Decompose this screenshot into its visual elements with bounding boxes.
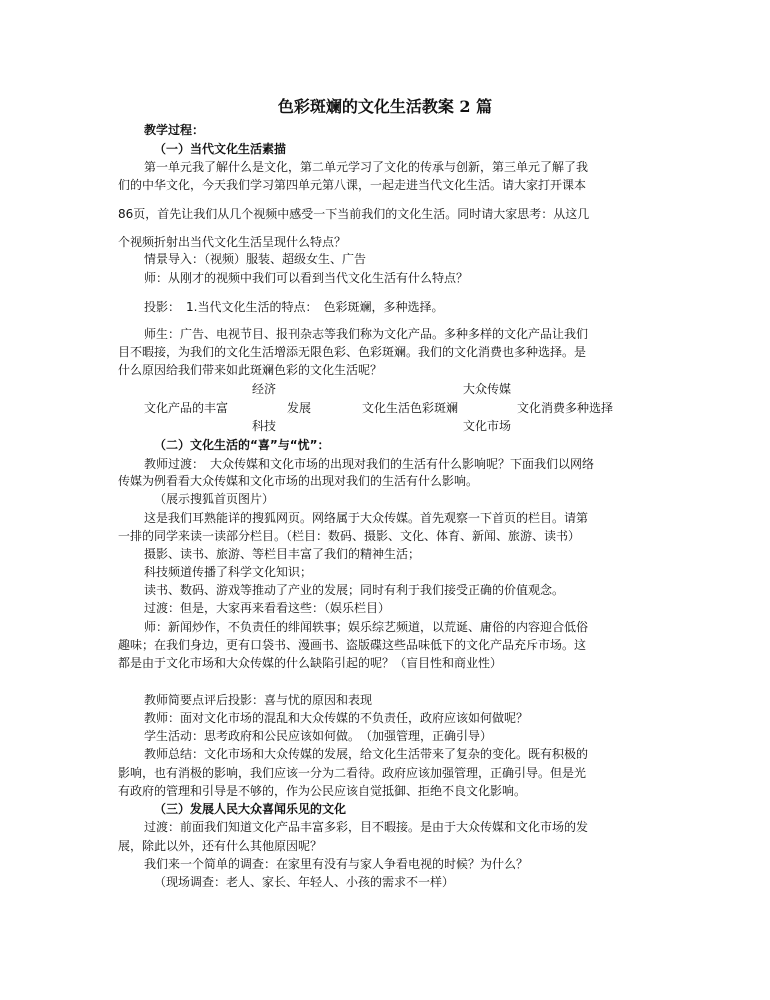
paragraph-line: 摄影、读书、旅游、等栏目丰富了我们的精神生活； xyxy=(144,547,421,561)
paragraph-line: 传媒为例看看大众传媒和文化市场的出现对我们的生活有什么影响。 xyxy=(118,474,479,488)
section-heading-2: （二）文化生活的“喜”与“忧”： xyxy=(154,438,330,452)
section-heading-1: （一）当代文化生活素描 xyxy=(154,142,287,156)
paragraph-line: 情景导入：（视频）服装、超级女生、广告 xyxy=(144,252,367,266)
paragraph-line: 趣味；在我们身边，更有口袋书、漫画书、盗版碟这些品味低下的文化产品充斥市场。这 xyxy=(118,638,587,652)
paragraph-line: 有政府的管理和引导是不够的，作为公民应该自觉抵御、拒绝不良文化影响。 xyxy=(118,784,527,798)
diagram-label-diverse-consumption: 文化消费多种选择 xyxy=(517,401,614,415)
diagram-label-mass-media: 大众传媒 xyxy=(463,382,512,396)
paragraph-line: 个视频折射出当代文化生活呈现什么特点？ xyxy=(118,235,347,249)
paragraph-line: 过渡：前面我们知道文化产品丰富多彩，目不暇接。是由于大众传媒和文化市场的发 xyxy=(144,820,589,834)
paragraph-line: 都是由于文化市场和大众传媒的什么缺陷引起的呢？（盲目性和商业性） xyxy=(118,656,503,670)
paragraph-line: 教师：面对文化市场的混乱和大众传媒的不负责任，政府应该如何做呢？ xyxy=(144,711,529,725)
diagram-label-technology: 科技 xyxy=(252,419,277,433)
paragraph-line: 展，除此以外，还有什么其他原因呢？ xyxy=(118,839,323,853)
paragraph-line: 过渡：但是，大家再来看看这些：（娱乐栏目） xyxy=(144,601,391,615)
paragraph-line: 我们来一个简单的调查：在家里有没有与家人争看电视的时候？为什么？ xyxy=(144,857,529,871)
paragraph-line: 们的中华文化，今天我们学习第四单元第八课，一起走进当代文化生活。请大家打开课本 xyxy=(118,178,587,192)
paragraph-line: 这是我们耳熟能详的搜狐网页。网络属于大众传媒。首先观察一下首页的栏目。请第 xyxy=(144,511,589,525)
paragraph-line: （现场调查：老人、家长、年轻人、小孩的需求不一样） xyxy=(154,875,455,889)
diagram-label-rich-products: 文化产品的丰富 xyxy=(144,401,229,415)
paragraph-line: 学生活动：思考政府和公民应该如何做。 （加强管理，正确引导） xyxy=(144,729,493,743)
paragraph-line: （展示搜狐首页图片） xyxy=(154,492,275,506)
diagram-label-development: 发展 xyxy=(287,401,312,415)
section-heading-3: （三）发展人民大众喜闻乐见的文化 xyxy=(154,802,347,816)
diagram-label-colorful-life: 文化生活色彩斑斓 xyxy=(362,401,459,415)
paragraph-line: 影响，也有消极的影响，我们应该一分为二看待。政府应该加强管理，正确引导。但是光 xyxy=(118,766,587,780)
paragraph-line: 目不暇接，为我们的文化生活增添无限色彩、色彩斑斓。我们的文化消费也多种选择。是 xyxy=(118,345,587,359)
paragraph-line: 师：从刚才的视频中我们可以看到当代文化生活有什么特点？ xyxy=(144,271,469,285)
section-label-teaching-process: 教学过程： xyxy=(144,123,205,137)
diagram-label-cultural-market: 文化市场 xyxy=(463,419,512,433)
paragraph-line: 科技频道传播了科学文化知识； xyxy=(144,565,313,579)
paragraph-line: 第一单元我了解什么是文化，第二单元学习了文化的传承与创新，第三单元了解了我 xyxy=(144,160,589,174)
paragraph-line: 86页，首先让我们从几个视频中感受一下当前我们的文化生活。同时请大家思考：从这几 xyxy=(118,207,590,221)
paragraph-line: 一排的同学来读一读部分栏目。（栏目：数码、摄影、文化、体育、新闻、旅游、读书） xyxy=(118,529,581,543)
paragraph-line: 投影： 1.当代文化生活的特点： 色彩斑斓，多种选择。 xyxy=(144,300,444,314)
paragraph-line: 什么原因给我们带来如此斑斓色彩的文化生活呢？ xyxy=(118,363,383,377)
paragraph-line: 读书、数码、游戏等推动了产业的发展；同时有利于我们接受正确的价值观念。 xyxy=(144,583,565,597)
diagram-label-economy: 经济 xyxy=(252,382,277,396)
paragraph-line: 教师总结：文化市场和大众传媒的发展，给文化生活带来了复杂的变化。既有积极的 xyxy=(144,747,589,761)
paragraph-line: 教师简要点评后投影：喜与忧的原因和表现 xyxy=(144,693,373,707)
document-title: 色彩斑斓的文化生活教案 2 篇 xyxy=(277,97,493,116)
paragraph-line: 师生：广告、电视节目、报刊杂志等我们称为文化产品。多种多样的文化产品让我们 xyxy=(144,327,589,341)
paragraph-line: 教师过渡： 大众传媒和文化市场的出现对我们的生活有什么影响呢？下面我们以网络 xyxy=(144,457,595,471)
paragraph-line: 师：新闻炒作，不负责任的绯闻轶事；娱乐综艺频道，以荒诞、庸俗的内容迎合低俗 xyxy=(144,620,589,634)
